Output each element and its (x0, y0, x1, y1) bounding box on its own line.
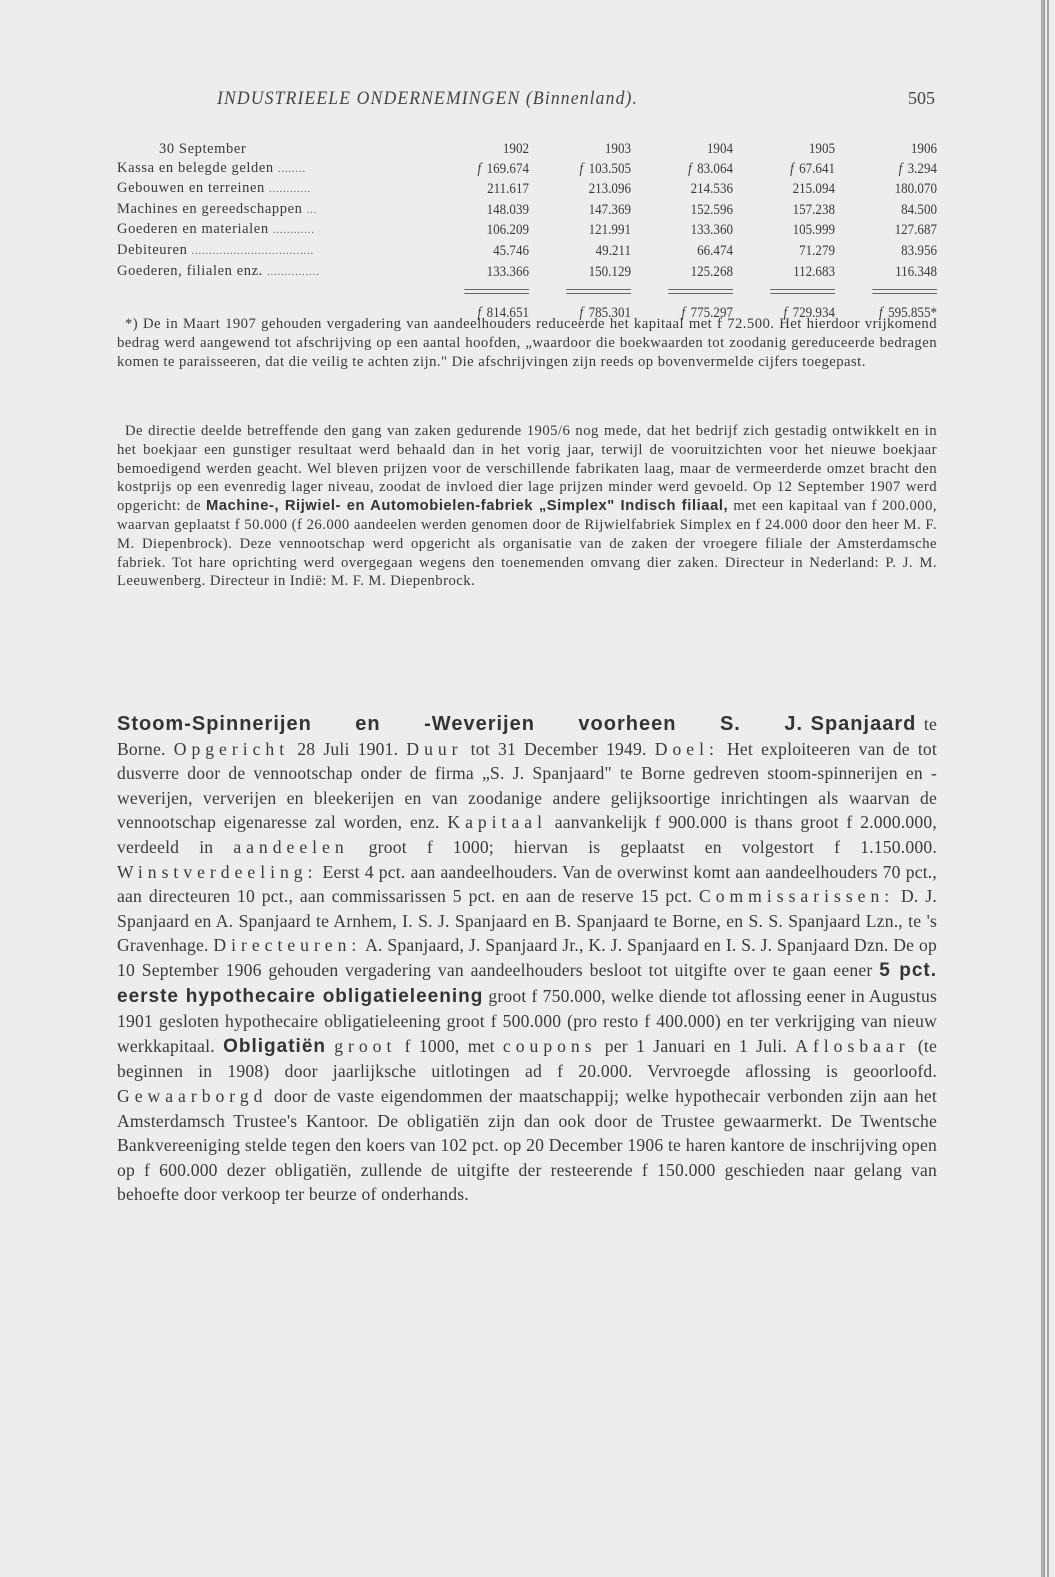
balance-table (117, 140, 937, 322)
row-label: Debiteuren ................................... (117, 241, 315, 258)
year-header: 1906 (910, 141, 937, 157)
cell: 127.687 (894, 222, 937, 239)
field-label-coupons: coupons (502, 1035, 597, 1056)
year-header: 1902 (502, 141, 529, 157)
row-label: Goederen en materialen ............ (117, 221, 315, 238)
table-row (117, 220, 937, 241)
field-label-doel: Doel: (654, 738, 719, 759)
row-label: Machines en gereedschappen ... (117, 200, 318, 217)
cell: 150.129 (588, 263, 631, 280)
field-label-duur: Duur (406, 738, 463, 759)
cell: 148.039 (486, 201, 529, 218)
year-header: 1904 (706, 141, 733, 157)
field-label-winstverdeeling: Winstverdeeling: (117, 861, 318, 882)
total-cell: f 595.855* (879, 304, 937, 321)
cell: 213.096 (588, 181, 631, 198)
row-label: Kassa en belegde gelden ........ (117, 159, 306, 176)
loan-title: 5 pct. eerste hypothecaire obligatieleening (117, 959, 938, 1007)
cell: 214.536 (690, 181, 733, 198)
sum-rule (641, 282, 733, 301)
cell: 121.991 (588, 222, 631, 239)
cell: 45.746 (493, 242, 529, 259)
paragraph-text: De directie deelde betreffende den gang van zaken gedurende 1905/6 nog mede, dat het bedrijf zich gestadig ontwikkelt en in het boekjaar een gunstiger resultaat werd behaald dan in het vorig jaar, terwijl de vooruitzichten voor het nieuwe boekjaar bemoedigend werden geacht. Wel bleven prijzen voor de verschillende fabrikaten laag, maar de vermeerderde omzet bracht den kostprijs op een evenredig lager niveau, zoodat de invloed dier lage prijzen minder werd gevoeld. Op 12 September 1907 werd opgericht: de (117, 423, 937, 515)
field-label-commissarissen: Commissarissen: (698, 886, 895, 907)
cell: 66.474 (697, 242, 733, 259)
total-cell: f 775.297 (681, 304, 733, 321)
field-coupons: per 1 Januari en 1 Juli. (604, 1035, 787, 1056)
year-header: 1903 (604, 141, 631, 157)
footnote: *) De in Maart 1907 gehouden vergadering van aandeelhouders reduceerde het kapitaal met f 72.500. Het hierdoor vrijkomend bedrag werd aangewend tot afschrijving op een aantal hoofden, „waardoor die boekwaarden tot zoodanig gereduceerde bedragen komen te paraisseeren, dat die veilig te achten zijn." Die afschrijvingen zijn reeds op bovenvermelde cijfers toegepast. (117, 316, 937, 370)
field-opgericht: 28 Juli 1901. (297, 738, 399, 759)
cell: 133.360 (690, 222, 733, 239)
field-label-groot: groot (334, 1035, 397, 1056)
table-row (117, 241, 937, 262)
table-row (117, 179, 937, 200)
field-duur: tot 31 December 1949. (470, 738, 647, 759)
cell: 84.500 (901, 201, 937, 218)
sum-rule (845, 282, 937, 301)
table-row (117, 200, 937, 221)
cell: f 103.505 (579, 160, 631, 177)
field-obligatien: f 1000, met (404, 1035, 495, 1056)
cell: 147.369 (588, 201, 631, 218)
cell: 215.094 (792, 181, 835, 198)
total-cell: f 814.651 (477, 304, 529, 321)
table-row (117, 262, 937, 283)
cell: f 83.064 (688, 160, 733, 177)
company-name-cont: Spanjaard (810, 713, 917, 735)
table-row (117, 159, 937, 180)
page-edge-line (1047, 0, 1049, 1577)
field-aandeelen: groot f 1000; hiervan is geplaatst en volgestort f 1.150.000. (368, 836, 937, 857)
cell: 125.268 (690, 263, 733, 280)
total-cell: f 729.934 (783, 304, 835, 321)
field-label-aflosbaar: Aflosbaar (795, 1035, 910, 1056)
company-entry (117, 712, 937, 1207)
year-header: 1905 (808, 141, 835, 157)
directie-paragraph (117, 422, 937, 591)
cell: 71.279 (799, 242, 835, 259)
field-aflosbaar: (te beginnen in 1908) door jaarlijksche uitlotingen ad f 20.000. Vervroegde aflossing is geoorloofd. (117, 1035, 937, 1082)
header-label: 30 September (159, 141, 247, 157)
field-kapitaal: aanvankelijk f 900.000 is thans groot f 2.000.000, verdeeld in (117, 812, 937, 857)
sum-rule (437, 282, 529, 301)
field-directeuren: A. Spanjaard, J. Spanjaard Jr., K. J. Spanjaard en I. S. J. Spanjaard Dzn. (365, 935, 889, 956)
cell: 116.348 (895, 263, 937, 280)
cell: 157.238 (792, 201, 835, 218)
cell: 105.999 (792, 222, 835, 239)
cell: 133.366 (486, 263, 529, 280)
field-label-aandeelen: aandeelen (233, 836, 349, 857)
field-doel: Het exploiteeren van de tot dusverre door de vennootschap onder de firma „S. J. Spanjaard" te Borne gedreven stoom-spinnerijen en -weverijen, ververijen en bleekerijen en van zoodanige andere gelijksoortige inrichtingen als waarvan de vennootschap eigenaresse zal worden, enz. (117, 738, 937, 833)
location: te Borne. (117, 714, 937, 759)
running-title: INDUSTRIEELE ONDERNEMINGEN (Binnenland). (217, 88, 639, 109)
sum-rule (743, 282, 835, 301)
sum-rule (539, 282, 631, 301)
total-cell: f 785.301 (579, 304, 631, 321)
running-head (117, 88, 937, 112)
field-label-gewaarborgd: Gewaarborgd (117, 1085, 268, 1106)
cell: 211.617 (487, 181, 529, 198)
sum-rule-row (117, 282, 937, 301)
cell: 49.211 (595, 242, 631, 259)
field-commissarissen: D. J. Spanjaard en A. Spanjaard te Arnhem, I. S. J. Spanjaard en B. Spanjaard te Borne, en S. S. Spanjaard Lzn., te 's Gravenhage. (117, 886, 937, 956)
company-name: Stoom-Spinnerijen en -Weverijen voorheen S. J. (117, 713, 804, 735)
obligatien-title: Obligatiën (223, 1035, 326, 1057)
cell: f 169.674 (477, 160, 529, 177)
row-label: Gebouwen en terreinen ............ (117, 180, 312, 197)
field-gewaarborgd: door de vaste eigendommen der maatschappij; welke hypothecair verbonden zijn aan het Amsterdamsch Trustee's Kantoor. De obligatiën zijn dan ook door de Trustee gewaarmerkt. De Twentsche Bankvereeniging stelde tegen den koers van 102 pct. op 20 December 1906 te haren kantore de inschrijving open op f 600.000 dezer obligatiën, zullende de uitgifte der resteerende f 150.000 geschieden naar gelang van behoefte door verkoop ter beurze of onderhands. (117, 1085, 937, 1205)
cell: 83.956 (901, 242, 937, 259)
cell: 152.596 (690, 201, 733, 218)
page-edge-shadow (1041, 0, 1045, 1577)
field-vergadering: De op 10 September 1906 gehouden vergadering van aandeelhouders besloot tot uitgifte over te gaan eener (117, 935, 937, 980)
page-number: 505 (908, 88, 935, 108)
paragraph-text: met een kapitaal van f 200.000, waarvan geplaatst f 50.000 (f 26.000 aandeelen werden genomen door de Rijwielfabriek Simplex en f 24.000 door den heer M. F. M. Diepenbrock). Deze vennootschap werd opgericht als organisatie van de zaken der vroegere filiale der Amsterdamsche fabriek. Tot hare oprichting werd overgegaan wegens den toenemenden omvang dier zaken. Directeur in Nederland: P. J. M. Leeuwenberg. Directeur in Indië: M. F. M. Diepenbrock. (117, 498, 937, 590)
field-label-opgericht: Opgericht (173, 738, 290, 759)
table-header-row (117, 140, 937, 159)
row-label: Goederen, filialen enz. ............... (117, 262, 320, 279)
cell: 106.209 (486, 222, 529, 239)
field-winstverdeeling: Eerst 4 pct. aan aandeelhouders. Van de overwinst komt aan aandeelhouders 70 pct., aan directeuren 10 pct., aan commissarissen 5 pct. en aan de reserve 15 pct. (117, 861, 937, 907)
field-label-directeuren: Directeuren: (213, 935, 362, 956)
cell: 112.683 (793, 263, 835, 280)
field-loan: groot f 750.000, welke diende tot aflossing eener in Augustus 1901 gesloten hypothecaire obligatieleening groot f 500.000 (pro resto f 400.000) en ter verkrijging van nieuw werkkapitaal. (117, 985, 937, 1056)
cell: 180.070 (894, 181, 937, 198)
cell: f 3.294 (898, 160, 937, 177)
field-label-kapitaal: Kapitaal (447, 812, 547, 833)
cell: f 67.641 (790, 160, 835, 177)
subsidiary-company-name: Machine-, Rijwiel- en Automobielen-fabriek „Simplex" Indisch filiaal, (206, 498, 729, 515)
